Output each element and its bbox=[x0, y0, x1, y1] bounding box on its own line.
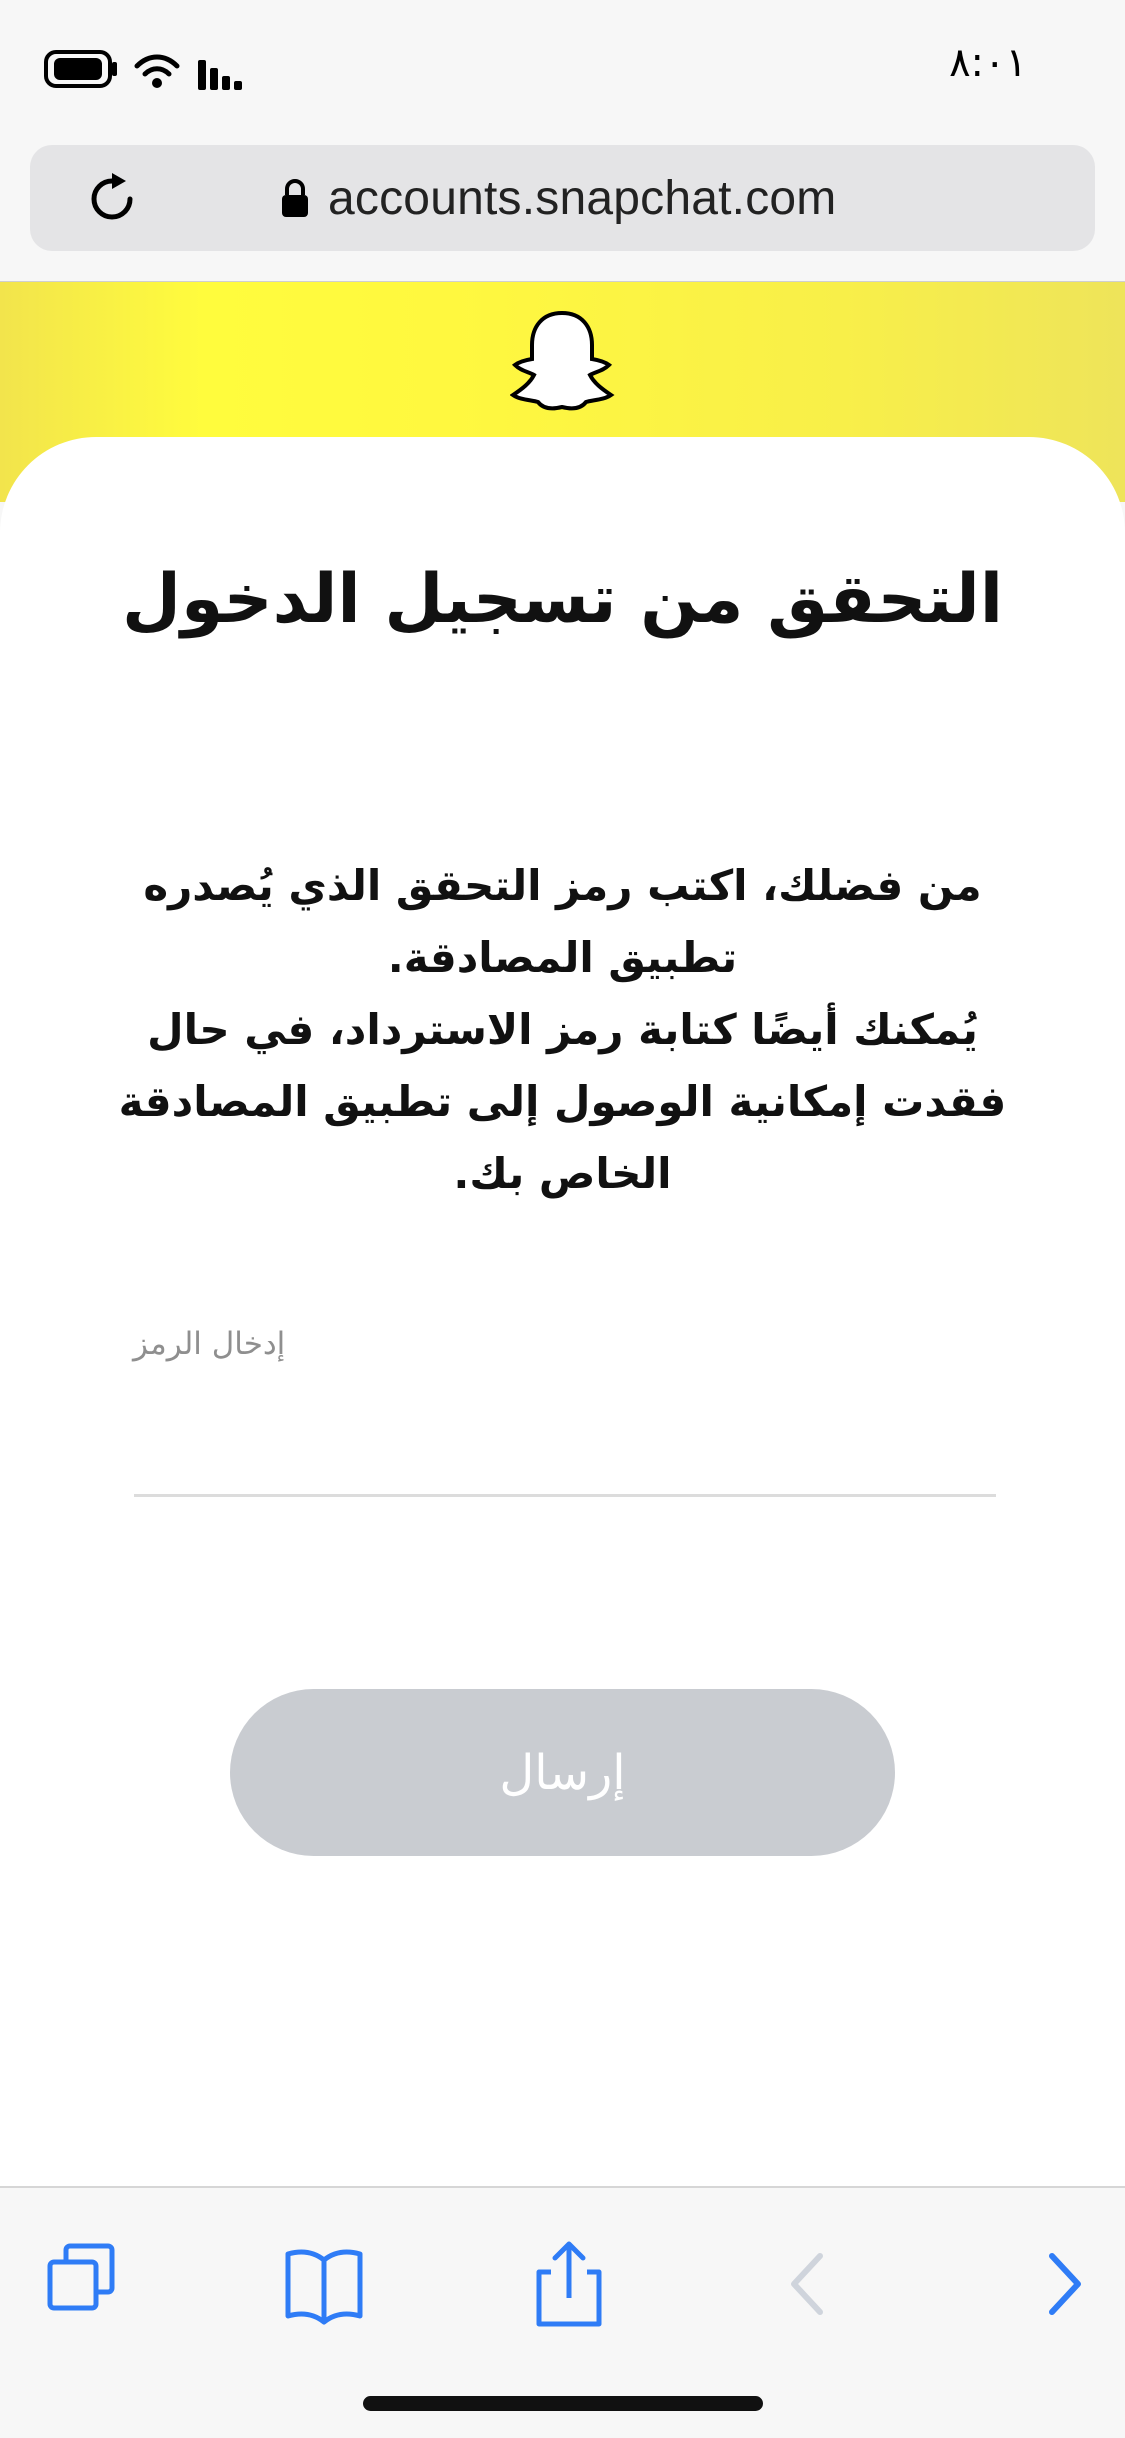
bookmarks-icon[interactable] bbox=[276, 2236, 372, 2332]
lock-icon bbox=[280, 177, 310, 219]
share-icon[interactable] bbox=[521, 2236, 617, 2332]
battery-icon bbox=[44, 50, 118, 92]
reload-icon[interactable] bbox=[86, 173, 138, 225]
address-bar[interactable] bbox=[30, 145, 1095, 251]
submit-button[interactable]: إرسال bbox=[230, 1689, 895, 1856]
instruction-line-1: من فضلك، اكتب رمز التحقق الذي يُصدره تطبيق المصادقة. bbox=[143, 861, 982, 982]
back-icon[interactable] bbox=[760, 2236, 856, 2332]
cellular-signal-icon bbox=[196, 50, 250, 92]
address-display[interactable] bbox=[280, 169, 836, 227]
instructions bbox=[80, 850, 1045, 1210]
url-text: accounts.snapchat.com bbox=[328, 171, 837, 225]
snapchat-ghost-icon bbox=[510, 305, 615, 413]
home-indicator[interactable] bbox=[363, 2396, 763, 2411]
forward-icon[interactable] bbox=[1016, 2236, 1112, 2332]
code-input-label: إدخال الرمز bbox=[133, 1326, 286, 1362]
status-time: ٨:٠١ bbox=[949, 40, 1027, 86]
code-input[interactable] bbox=[134, 1380, 996, 1497]
verification-card bbox=[0, 437, 1125, 2187]
page-title: التحقق من تسجيل الدخول bbox=[121, 560, 1004, 639]
instruction-line-2: يُمكنك أيضًا كتابة رمز الاسترداد، في حال فقدت إمكانية الوصول إلى تطبيق المصادقة الخاص بك. bbox=[118, 1005, 1007, 1198]
status-bar bbox=[0, 0, 1125, 140]
wifi-icon bbox=[134, 50, 180, 92]
tabs-icon[interactable] bbox=[38, 2236, 134, 2332]
status-icons bbox=[44, 50, 250, 92]
